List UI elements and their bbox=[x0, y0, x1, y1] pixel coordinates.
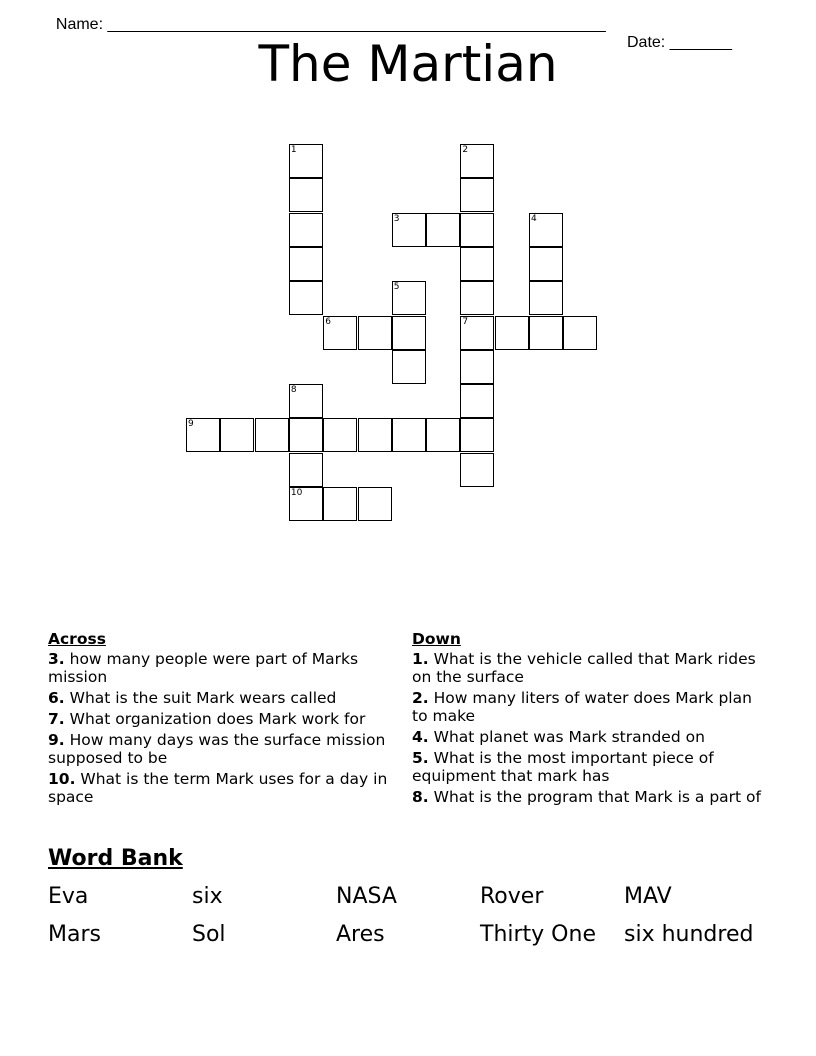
word-bank-item: Eva bbox=[48, 884, 89, 909]
clue-text: How many liters of water does Mark plan to make bbox=[412, 689, 752, 725]
grid-cell[interactable] bbox=[426, 418, 460, 452]
clue-text: What is the most important piece of equipment that mark has bbox=[412, 749, 714, 785]
grid-cell[interactable] bbox=[460, 453, 494, 487]
grid-cell[interactable] bbox=[460, 213, 494, 247]
clue-number: 5. bbox=[412, 749, 429, 767]
word-bank-item: Mars bbox=[48, 922, 101, 947]
grid-cell[interactable] bbox=[529, 247, 563, 281]
grid-cell[interactable] bbox=[392, 350, 426, 384]
clue-number: 5 bbox=[393, 282, 400, 293]
clue-number: 4 bbox=[531, 213, 537, 224]
clue-text: What organization does Mark work for bbox=[64, 710, 366, 728]
grid-cell[interactable] bbox=[289, 418, 323, 452]
grid-cell[interactable] bbox=[392, 316, 426, 350]
date-field-label: Date: _______ bbox=[627, 34, 732, 51]
grid-cell[interactable] bbox=[220, 418, 254, 452]
clue-number: 7 bbox=[462, 316, 469, 327]
down-heading: Down bbox=[412, 630, 461, 648]
grid-cell[interactable] bbox=[426, 213, 460, 247]
grid-cell[interactable] bbox=[460, 144, 494, 178]
down-clue bbox=[412, 689, 762, 725]
grid-cell[interactable] bbox=[358, 316, 392, 350]
clue-text: What is the term Mark uses for a day in space bbox=[48, 770, 388, 806]
grid-cell[interactable] bbox=[392, 213, 426, 247]
grid-cell[interactable] bbox=[289, 247, 323, 281]
clue-text: What planet was Mark stranded on bbox=[428, 728, 705, 746]
grid-cell[interactable] bbox=[186, 418, 220, 452]
down-clue bbox=[412, 788, 762, 806]
word-bank-item: Sol bbox=[192, 922, 226, 947]
grid-cell[interactable] bbox=[529, 316, 563, 350]
grid-cell[interactable] bbox=[289, 384, 323, 418]
grid-cell[interactable] bbox=[529, 281, 563, 315]
grid-cell[interactable] bbox=[289, 178, 323, 212]
grid-cell[interactable] bbox=[392, 281, 426, 315]
grid-cell[interactable] bbox=[289, 281, 323, 315]
grid-cell[interactable] bbox=[289, 213, 323, 247]
across-clues bbox=[48, 630, 398, 809]
word-bank-item: Rover bbox=[480, 884, 544, 909]
clue-text: How many days was the surface mission supposed to be bbox=[48, 731, 386, 767]
clue-number: 3. bbox=[48, 650, 65, 668]
grid-cell[interactable] bbox=[460, 281, 494, 315]
grid-cell[interactable] bbox=[289, 453, 323, 487]
clue-number: 2. bbox=[412, 689, 429, 707]
clue-number: 9. bbox=[48, 731, 65, 749]
grid-cell[interactable] bbox=[358, 487, 392, 521]
clue-number: 10 bbox=[290, 488, 303, 498]
grid-cell[interactable] bbox=[495, 316, 529, 350]
clue-text: What is the suit Mark wears called bbox=[64, 689, 337, 707]
grid-cell[interactable] bbox=[323, 418, 357, 452]
across-clue bbox=[48, 731, 398, 767]
grid-cell[interactable] bbox=[529, 213, 563, 247]
grid-cell[interactable] bbox=[358, 418, 392, 452]
across-heading: Across bbox=[48, 630, 106, 648]
grid-cell[interactable] bbox=[460, 247, 494, 281]
grid-cell[interactable] bbox=[460, 384, 494, 418]
word-bank-item: Thirty One bbox=[480, 922, 596, 947]
word-bank-item: MAV bbox=[624, 884, 672, 909]
down-clue bbox=[412, 749, 762, 785]
clue-text: how many people were part of Marks mission bbox=[48, 650, 359, 686]
word-bank-item: NASA bbox=[336, 884, 397, 909]
clue-number: 6 bbox=[325, 316, 331, 327]
across-clue bbox=[48, 710, 398, 728]
grid-cell[interactable] bbox=[323, 487, 357, 521]
word-bank-title: Word Bank bbox=[48, 846, 183, 871]
grid-cell[interactable] bbox=[392, 418, 426, 452]
grid-cell[interactable] bbox=[460, 418, 494, 452]
clue-number: 6. bbox=[48, 689, 65, 707]
grid-cell[interactable] bbox=[255, 418, 289, 452]
clue-number: 2 bbox=[462, 145, 469, 155]
clue-number: 7. bbox=[48, 710, 65, 728]
clue-number: 1 bbox=[290, 145, 297, 155]
word-bank-item: Ares bbox=[336, 922, 385, 947]
grid-cell[interactable] bbox=[289, 487, 323, 521]
grid-cell[interactable] bbox=[563, 316, 597, 350]
across-clue bbox=[48, 770, 398, 806]
grid-cell[interactable] bbox=[460, 350, 494, 384]
clue-number: 4. bbox=[412, 728, 429, 746]
page-title: The Martian bbox=[258, 35, 558, 93]
grid-cell[interactable] bbox=[323, 316, 357, 350]
grid-cell[interactable] bbox=[289, 144, 323, 178]
across-clue bbox=[48, 689, 398, 707]
grid-cell[interactable] bbox=[460, 178, 494, 212]
grid-cell[interactable] bbox=[460, 316, 494, 350]
down-clues bbox=[412, 630, 762, 809]
word-bank-item: six bbox=[192, 884, 223, 909]
clue-number: 8. bbox=[412, 788, 429, 806]
clue-number: 9 bbox=[188, 419, 194, 430]
across-clue bbox=[48, 650, 398, 686]
clue-text: What is the program that Mark is a part of bbox=[428, 788, 761, 806]
clue-number: 8 bbox=[290, 385, 297, 396]
down-clue bbox=[412, 728, 762, 746]
down-clue bbox=[412, 650, 762, 686]
word-bank-item: six hundred bbox=[624, 922, 754, 947]
name-field-label: Name: ________________________________________________________ bbox=[55, 16, 606, 33]
clue-number: 10. bbox=[48, 770, 76, 788]
clue-number: 3 bbox=[393, 213, 400, 224]
clue-number: 1. bbox=[412, 650, 429, 668]
clue-text: What is the vehicle called that Mark rides on the surface bbox=[412, 650, 756, 686]
